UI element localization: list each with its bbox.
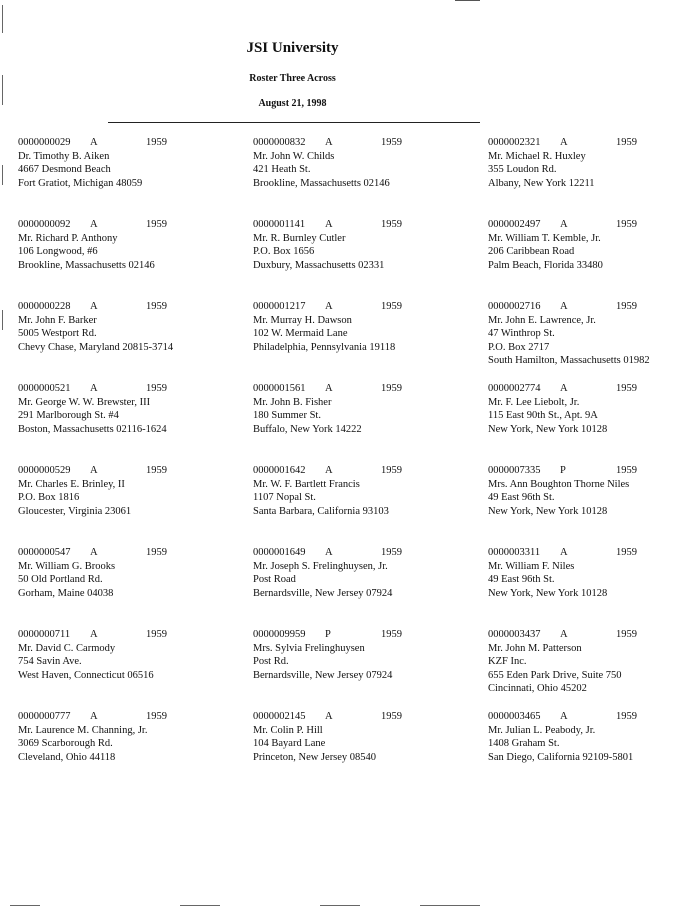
entry-name: Mr. John B. Fisher bbox=[253, 396, 332, 408]
entry-class: A bbox=[325, 465, 333, 476]
entry-id: 0000002497 bbox=[488, 219, 541, 230]
entry-address-line: Cincinnati, Ohio 45202 bbox=[488, 683, 587, 694]
entry-header bbox=[18, 628, 248, 642]
entry-header bbox=[18, 136, 248, 150]
entry-id: 0000000521 bbox=[18, 383, 71, 394]
entry-address-line: Buffalo, New York 14222 bbox=[253, 423, 362, 435]
entry-address-line: 180 Summer St. bbox=[253, 410, 321, 421]
entry-address-line: Princeton, New Jersey 08540 bbox=[253, 751, 377, 763]
entry-name: Mr. Richard P. Anthony bbox=[18, 232, 118, 244]
entry-name: Mr. John F. Barker bbox=[18, 314, 97, 326]
roster-entry bbox=[18, 710, 248, 764]
entry-address-line: 49 East 96th St. bbox=[488, 574, 555, 585]
entry-address-line: Santa Barbara, California 93103 bbox=[253, 505, 389, 517]
entry-name: Dr. Timothy B. Aiken bbox=[18, 150, 110, 162]
entry-address-line: New York, New York 10128 bbox=[488, 423, 608, 435]
entry-header bbox=[18, 710, 248, 724]
entry-year: 1959 bbox=[616, 219, 637, 230]
roster-entry bbox=[18, 628, 248, 682]
roster-entry bbox=[18, 546, 248, 600]
entry-year: 1959 bbox=[381, 465, 402, 476]
entry-year: 1959 bbox=[381, 301, 402, 312]
roster-entry bbox=[488, 546, 700, 600]
entry-year: 1959 bbox=[381, 383, 402, 394]
entry-address-line: Post Road bbox=[253, 574, 296, 585]
entry-address-line: West Haven, Connecticut 06516 bbox=[18, 669, 154, 681]
entry-name: Mr. Charles E. Brinley, II bbox=[18, 478, 125, 490]
entry-id: 0000002716 bbox=[488, 301, 541, 312]
roster-entry bbox=[253, 382, 483, 436]
entry-name: Mr. Laurence M. Channing, Jr. bbox=[18, 724, 148, 736]
entry-id: 0000003437 bbox=[488, 629, 541, 640]
entry-class: A bbox=[90, 465, 98, 476]
page-title: JSI University bbox=[246, 40, 339, 56]
entry-id: 0000003311 bbox=[488, 547, 541, 558]
entry-header bbox=[253, 382, 483, 396]
entry-year: 1959 bbox=[146, 465, 167, 476]
entry-address-line: South Hamilton, Massachusetts 01982 bbox=[488, 355, 650, 366]
entry-header bbox=[18, 218, 248, 232]
entry-class: A bbox=[560, 629, 568, 640]
entry-address-line: Philadelphia, Pennsylvania 19118 bbox=[253, 341, 396, 353]
entry-header bbox=[488, 300, 700, 314]
entry-year: 1959 bbox=[146, 383, 167, 394]
entry-id: 0000001642 bbox=[253, 465, 306, 476]
entry-header bbox=[253, 710, 483, 724]
entry-address-line: 355 Loudon Rd. bbox=[488, 164, 557, 175]
entry-name: Mr. David C. Carmody bbox=[18, 642, 116, 654]
roster-entry bbox=[18, 382, 248, 436]
entry-header bbox=[18, 300, 248, 314]
entry-name: Mrs. Ann Boughton Thorne Niles bbox=[488, 478, 630, 490]
entry-header bbox=[488, 136, 700, 150]
entry-address-line: Brookline, Massachusetts 02146 bbox=[253, 177, 390, 189]
entry-header bbox=[488, 628, 700, 642]
entry-id: 0000001141 bbox=[253, 219, 306, 230]
scan-mark-bottom bbox=[180, 905, 220, 906]
entry-address-line: 3069 Scarborough Rd. bbox=[18, 738, 113, 749]
entry-class: A bbox=[90, 711, 98, 722]
roster-entry bbox=[253, 628, 483, 682]
entry-address-line: 1107 Nopal St. bbox=[253, 492, 316, 503]
entry-address-line: 291 Marlborough St. #4 bbox=[18, 410, 119, 421]
entry-address-line: KZF Inc. bbox=[488, 656, 527, 667]
entry-header bbox=[488, 546, 700, 560]
entry-id: 0000000029 bbox=[18, 137, 71, 148]
entry-year: 1959 bbox=[381, 547, 402, 558]
entry-address-line: Fort Gratiot, Michigan 48059 bbox=[18, 177, 143, 189]
entry-name: Mr. William G. Brooks bbox=[18, 560, 116, 572]
entry-name: Mr. John M. Patterson bbox=[488, 642, 582, 654]
entry-class: A bbox=[560, 547, 568, 558]
entry-name: Mr. Murray H. Dawson bbox=[253, 314, 352, 326]
entry-year: 1959 bbox=[381, 629, 402, 640]
header-rule bbox=[108, 122, 480, 123]
entry-id: 0000000529 bbox=[18, 465, 71, 476]
entry-class: A bbox=[325, 301, 333, 312]
scan-mark-left bbox=[2, 165, 3, 185]
entry-address-line: Brookline, Massachusetts 02146 bbox=[18, 259, 155, 271]
entry-name: Mr. R. Burnley Cutler bbox=[253, 232, 346, 244]
entry-header bbox=[488, 382, 700, 396]
entry-class: A bbox=[560, 301, 568, 312]
roster-entry bbox=[253, 218, 483, 272]
entry-id: 0000001561 bbox=[253, 383, 306, 394]
entry-address-line: Gloucester, Virginia 23061 bbox=[18, 505, 132, 517]
entry-class: P bbox=[325, 629, 331, 640]
entry-header bbox=[253, 218, 483, 232]
entry-name: Mr. W. F. Bartlett Francis bbox=[253, 478, 360, 490]
entry-address-line: P.O. Box 2717 bbox=[488, 341, 550, 353]
entry-year: 1959 bbox=[146, 547, 167, 558]
roster-entry bbox=[253, 710, 483, 764]
entry-address-line: 47 Winthrop St. bbox=[488, 328, 555, 339]
entry-year: 1959 bbox=[616, 383, 637, 394]
entry-year: 1959 bbox=[146, 629, 167, 640]
entry-class: P bbox=[560, 465, 566, 476]
entry-address-line: New York, New York 10128 bbox=[488, 505, 608, 517]
entry-id: 0000009959 bbox=[253, 629, 306, 640]
entry-address-line: Gorham, Maine 04038 bbox=[18, 587, 114, 599]
entry-header bbox=[253, 628, 483, 642]
entry-address-line: 655 Eden Park Drive, Suite 750 bbox=[488, 669, 622, 681]
entry-year: 1959 bbox=[616, 137, 637, 148]
entry-address-line: 5005 Westport Rd. bbox=[18, 328, 97, 339]
entry-class: A bbox=[325, 137, 333, 148]
entry-header bbox=[253, 546, 483, 560]
entry-id: 0000000832 bbox=[253, 137, 306, 148]
entry-id: 0000000711 bbox=[18, 629, 71, 640]
entry-header bbox=[18, 546, 248, 560]
scan-mark-bottom bbox=[10, 905, 40, 906]
entry-class: A bbox=[325, 219, 333, 230]
entry-class: A bbox=[90, 137, 98, 148]
entry-class: A bbox=[90, 547, 98, 558]
entry-header bbox=[488, 218, 700, 232]
entry-id: 0000000228 bbox=[18, 301, 71, 312]
roster-entry bbox=[253, 300, 483, 354]
report-subtitle: Roster Three Across bbox=[249, 73, 336, 84]
entry-id: 0000003465 bbox=[488, 711, 541, 722]
entry-name: Mr. Michael R. Huxley bbox=[488, 150, 586, 162]
entry-id: 0000000547 bbox=[18, 547, 71, 558]
entry-address-line: Post Rd. bbox=[253, 656, 289, 667]
roster-entry bbox=[488, 136, 700, 190]
entry-address-line: 206 Caribbean Road bbox=[488, 246, 575, 257]
entry-class: A bbox=[560, 383, 568, 394]
entry-name: Mr. William F. Niles bbox=[488, 560, 575, 572]
roster-entry bbox=[18, 300, 248, 354]
entry-address-line: Albany, New York 12211 bbox=[488, 177, 595, 189]
entry-name: Mr. George W. W. Brewster, III bbox=[18, 396, 151, 408]
roster-entry bbox=[488, 218, 700, 272]
entry-address-line: P.O. Box 1816 bbox=[18, 492, 80, 503]
entry-name: Mr. Julian L. Peabody, Jr. bbox=[488, 724, 596, 736]
entry-address-line: 4667 Desmond Beach bbox=[18, 164, 111, 175]
entry-address-line: Boston, Massachusetts 02116-1624 bbox=[18, 423, 167, 435]
roster-entry bbox=[18, 464, 248, 518]
entry-address-line: P.O. Box 1656 bbox=[253, 246, 315, 257]
entry-id: 0000002321 bbox=[488, 137, 541, 148]
entry-address-line: 1408 Graham St. bbox=[488, 738, 560, 749]
entry-year: 1959 bbox=[381, 219, 402, 230]
entry-address-line: Cleveland, Ohio 44118 bbox=[18, 751, 116, 763]
entry-name: Mr. Joseph S. Frelinghuysen, Jr. bbox=[253, 560, 388, 572]
entry-name: Mr. Colin P. Hill bbox=[253, 724, 323, 736]
entry-year: 1959 bbox=[146, 711, 167, 722]
entry-class: A bbox=[325, 383, 333, 394]
entry-address-line: Palm Beach, Florida 33480 bbox=[488, 259, 603, 271]
entry-header bbox=[253, 300, 483, 314]
entry-class: A bbox=[90, 301, 98, 312]
entry-year: 1959 bbox=[616, 629, 637, 640]
entry-header bbox=[488, 710, 700, 724]
roster-entry bbox=[488, 300, 700, 368]
scan-mark-left bbox=[2, 310, 3, 330]
entry-address-line: 102 W. Mermaid Lane bbox=[253, 328, 348, 339]
entry-class: A bbox=[560, 137, 568, 148]
entry-year: 1959 bbox=[146, 219, 167, 230]
entry-class: A bbox=[90, 219, 98, 230]
entry-header bbox=[488, 464, 700, 478]
roster-entry bbox=[488, 710, 700, 764]
entry-id: 0000000092 bbox=[18, 219, 71, 230]
entry-class: A bbox=[560, 219, 568, 230]
entry-year: 1959 bbox=[381, 137, 402, 148]
entry-class: A bbox=[560, 711, 568, 722]
entry-header bbox=[253, 136, 483, 150]
entry-header bbox=[18, 382, 248, 396]
entry-id: 0000007335 bbox=[488, 465, 541, 476]
entry-year: 1959 bbox=[616, 711, 637, 722]
entry-address-line: 104 Bayard Lane bbox=[253, 738, 326, 749]
scan-mark-top bbox=[455, 0, 480, 1]
entry-address-line: 106 Longwood, #6 bbox=[18, 246, 98, 257]
entry-name: Mr. William T. Kemble, Jr. bbox=[488, 232, 601, 244]
entry-header bbox=[18, 464, 248, 478]
entry-year: 1959 bbox=[381, 711, 402, 722]
entry-id: 0000000777 bbox=[18, 711, 71, 722]
entry-class: A bbox=[325, 547, 333, 558]
entry-id: 0000002774 bbox=[488, 383, 541, 394]
entry-name: Mr. John W. Childs bbox=[253, 150, 335, 162]
entry-address-line: 49 East 96th St. bbox=[488, 492, 555, 503]
roster-entry bbox=[488, 628, 700, 696]
entry-year: 1959 bbox=[616, 465, 637, 476]
roster-entry bbox=[253, 546, 483, 600]
entry-address-line: New York, New York 10128 bbox=[488, 587, 608, 599]
entry-header bbox=[253, 464, 483, 478]
entry-class: A bbox=[90, 629, 98, 640]
entry-id: 0000002145 bbox=[253, 711, 306, 722]
entry-name: Mr. F. Lee Liebolt, Jr. bbox=[488, 396, 580, 408]
entry-name: Mrs. Sylvia Frelinghuysen bbox=[253, 642, 365, 654]
entry-address-line: 754 Savin Ave. bbox=[18, 656, 82, 667]
roster-entry bbox=[253, 464, 483, 518]
entry-class: A bbox=[90, 383, 98, 394]
entry-class: A bbox=[325, 711, 333, 722]
entry-address-line: Duxbury, Massachusetts 02331 bbox=[253, 259, 385, 271]
entry-address-line: San Diego, California 92109-5801 bbox=[488, 751, 634, 763]
entry-id: 0000001217 bbox=[253, 301, 306, 312]
entry-year: 1959 bbox=[146, 301, 167, 312]
roster-entry bbox=[253, 136, 483, 190]
roster-entry bbox=[488, 464, 700, 518]
roster-entry bbox=[488, 382, 700, 436]
entry-id: 0000001649 bbox=[253, 547, 306, 558]
entry-address-line: 50 Old Portland Rd. bbox=[18, 574, 103, 585]
entry-address-line: 421 Heath St. bbox=[253, 164, 311, 175]
entry-address-line: 115 East 90th St., Apt. 9A bbox=[488, 410, 598, 421]
entry-name: Mr. John E. Lawrence, Jr. bbox=[488, 314, 596, 326]
scan-mark-left bbox=[2, 5, 3, 33]
roster-entry bbox=[18, 136, 248, 190]
scan-mark-bottom bbox=[420, 905, 480, 906]
scan-mark-bottom bbox=[320, 905, 360, 906]
entry-address-line: Chevy Chase, Maryland 20815-3714 bbox=[18, 341, 174, 353]
entry-year: 1959 bbox=[146, 137, 167, 148]
roster-entry bbox=[18, 218, 248, 272]
entry-address-line: Bernardsville, New Jersey 07924 bbox=[253, 587, 393, 599]
report-date: August 21, 1998 bbox=[258, 98, 327, 109]
entry-year: 1959 bbox=[616, 301, 637, 312]
entry-address-line: Bernardsville, New Jersey 07924 bbox=[253, 669, 393, 681]
entry-year: 1959 bbox=[616, 547, 637, 558]
